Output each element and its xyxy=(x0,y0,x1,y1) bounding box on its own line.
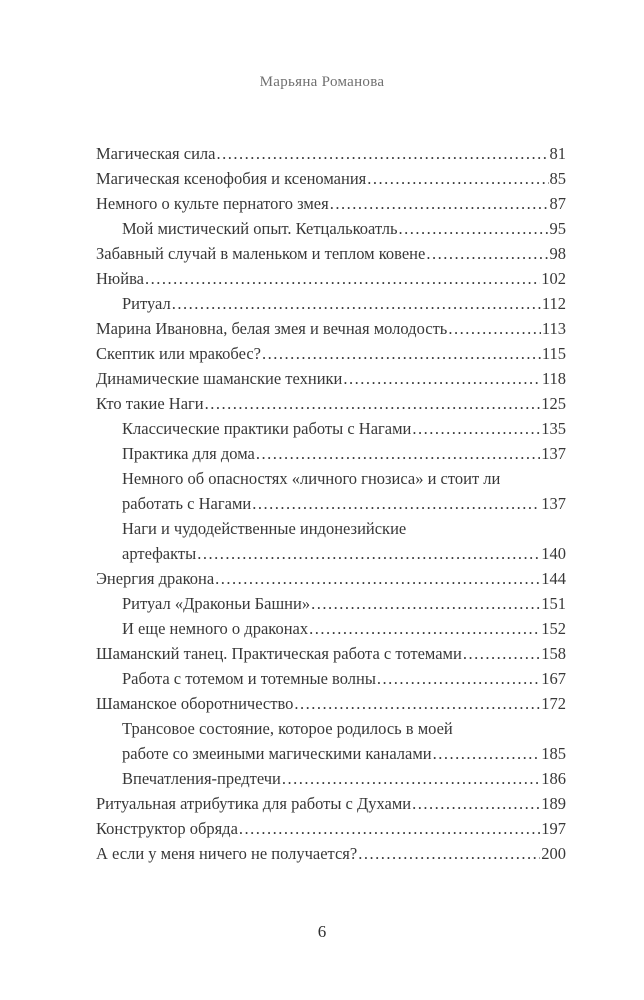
dot-leader xyxy=(330,191,549,216)
dot-leader xyxy=(463,641,540,666)
toc-entry-title: Кто такие Наги xyxy=(96,394,204,413)
toc-entry xyxy=(96,791,566,816)
toc-entry-title: работе со змеиными магическими каналами xyxy=(122,744,432,763)
toc-entry xyxy=(96,241,566,266)
toc-entry-title: Мой мистический опыт. Кетцалькоатль xyxy=(122,219,398,238)
toc-entry-line xyxy=(96,316,566,341)
toc-entry-page: 167 xyxy=(541,669,566,688)
toc-entry-line xyxy=(96,791,566,816)
toc-entry-line xyxy=(122,541,566,566)
toc-entry xyxy=(96,266,566,291)
toc-entry-title: Немного об опасностях «личного гнозиса» и стоит ли xyxy=(122,469,501,488)
dot-leader xyxy=(282,766,540,791)
toc-entry xyxy=(96,466,566,516)
toc-entry xyxy=(96,641,566,666)
toc-entry-line xyxy=(122,741,566,766)
dot-leader xyxy=(145,266,540,291)
toc-entry-line xyxy=(122,466,566,491)
toc-entry-line xyxy=(96,841,566,866)
toc-entry-line xyxy=(96,566,566,591)
table-of-contents xyxy=(96,141,566,866)
dot-leader xyxy=(216,141,548,166)
toc-entry xyxy=(96,316,566,341)
toc-entry-line xyxy=(122,491,566,516)
dot-leader xyxy=(252,491,540,516)
toc-entry-title: Наги и чудодейственные индонезийские xyxy=(122,519,407,538)
toc-entry-title: Впечатления-предтечи xyxy=(122,769,281,788)
toc-entry-title: Магическая сила xyxy=(96,144,216,163)
toc-entry xyxy=(96,766,566,791)
toc-entry xyxy=(96,566,566,591)
toc-entry-line xyxy=(122,716,566,741)
toc-entry-page: 102 xyxy=(541,269,566,288)
toc-entry-page: 185 xyxy=(541,744,566,763)
page-number: 6 xyxy=(317,922,327,941)
dot-leader xyxy=(448,316,541,341)
toc-entry-line xyxy=(96,166,566,191)
toc-entry-title: Энергия дракона xyxy=(96,569,215,588)
toc-entry-line xyxy=(122,291,566,316)
toc-entry-page: 186 xyxy=(541,769,566,788)
toc-entry-page: 81 xyxy=(549,144,566,163)
dot-leader xyxy=(412,416,540,441)
toc-entry-page: 113 xyxy=(541,319,566,338)
toc-entry-title: Немного о культе пернатого змея xyxy=(96,194,329,213)
toc-entry xyxy=(96,341,566,366)
toc-entry-line xyxy=(122,591,566,616)
toc-entry-line xyxy=(96,191,566,216)
toc-entry-title: Марина Ивановна, белая змея и вечная молодость xyxy=(96,319,448,338)
toc-entry-page: 112 xyxy=(541,294,566,313)
toc-entry-page: 137 xyxy=(541,444,566,463)
toc-entry-line xyxy=(96,366,566,391)
toc-entry xyxy=(96,841,566,866)
dot-leader xyxy=(215,566,540,591)
dot-leader xyxy=(433,741,541,766)
toc-entry-title: Магическая ксенофобия и ксеномания xyxy=(96,169,367,188)
dot-leader xyxy=(343,366,540,391)
toc-entry-page: 189 xyxy=(541,794,566,813)
toc-entry-line xyxy=(96,241,566,266)
toc-entry-page: 95 xyxy=(549,219,566,238)
toc-entry-line xyxy=(122,766,566,791)
toc-entry-page: 152 xyxy=(541,619,566,638)
toc-entry-page: 115 xyxy=(541,344,566,363)
toc-entry-title: Ритуал xyxy=(122,294,171,313)
toc-entry xyxy=(96,591,566,616)
toc-entry-title: Скептик или мракобес? xyxy=(96,344,261,363)
toc-entry xyxy=(96,141,566,166)
toc-entry-line xyxy=(96,816,566,841)
toc-entry-title: работать с Нагами xyxy=(122,494,252,513)
toc-entry xyxy=(96,516,566,566)
toc-entry xyxy=(96,441,566,466)
toc-entry-page: 172 xyxy=(541,694,566,713)
toc-entry xyxy=(96,366,566,391)
dot-leader xyxy=(262,341,541,366)
dot-leader xyxy=(294,691,540,716)
toc-entry xyxy=(96,716,566,766)
toc-entry-title: Конструктор обряда xyxy=(96,819,238,838)
dot-leader xyxy=(311,591,540,616)
toc-entry-line xyxy=(96,341,566,366)
toc-entry-page: 197 xyxy=(541,819,566,838)
toc-entry-title: Забавный случай в маленьком и теплом ковене xyxy=(96,244,426,263)
toc-entry-page: 98 xyxy=(549,244,566,263)
dot-leader xyxy=(205,391,541,416)
toc-entry-line xyxy=(122,216,566,241)
dot-leader xyxy=(412,791,540,816)
dot-leader xyxy=(239,816,540,841)
toc-entry-line xyxy=(122,616,566,641)
toc-entry-title: Ритуальная атрибутика для работы с Духами xyxy=(96,794,412,813)
dot-leader xyxy=(426,241,548,266)
toc-entry xyxy=(96,666,566,691)
toc-entry xyxy=(96,166,566,191)
toc-entry-line xyxy=(96,641,566,666)
toc-entry xyxy=(96,616,566,641)
toc-entry xyxy=(96,816,566,841)
toc-entry-page: 200 xyxy=(541,844,566,863)
toc-entry xyxy=(96,391,566,416)
toc-entry-title: Динамические шаманские техники xyxy=(96,369,343,388)
toc-entry xyxy=(96,216,566,241)
toc-entry-title: А если у меня ничего не получается? xyxy=(96,844,358,863)
toc-entry-page: 125 xyxy=(541,394,566,413)
author-header: Марьяна Романова xyxy=(259,74,385,90)
toc-entry xyxy=(96,191,566,216)
toc-entry-line xyxy=(122,441,566,466)
toc-entry-title: Трансовое состояние, которое родилось в моей xyxy=(122,719,453,738)
toc-entry-title: Работа с тотемом и тотемные волны xyxy=(122,669,376,688)
toc-entry-title: Шаманское оборотничество xyxy=(96,694,294,713)
toc-entry-title: Классические практики работы с Нагами xyxy=(122,419,412,438)
toc-entry-page: 158 xyxy=(541,644,566,663)
toc-entry xyxy=(96,416,566,441)
toc-entry-line xyxy=(122,416,566,441)
toc-entry-page: 135 xyxy=(541,419,566,438)
dot-leader xyxy=(309,616,540,641)
toc-entry-page: 151 xyxy=(541,594,566,613)
toc-entry-title: Практика для дома xyxy=(122,444,255,463)
toc-entry-line xyxy=(96,266,566,291)
toc-entry xyxy=(96,291,566,316)
dot-leader xyxy=(377,666,540,691)
toc-entry-page: 137 xyxy=(541,494,566,513)
dot-leader xyxy=(197,541,540,566)
toc-entry-page: 85 xyxy=(549,169,566,188)
dot-leader xyxy=(172,291,541,316)
toc-entry-page: 140 xyxy=(541,544,566,563)
toc-entry-line xyxy=(96,141,566,166)
dot-leader xyxy=(358,841,540,866)
toc-entry xyxy=(96,691,566,716)
toc-entry-page: 87 xyxy=(549,194,566,213)
dot-leader xyxy=(367,166,548,191)
toc-entry-title: Шаманский танец. Практическая работа с тотемами xyxy=(96,644,462,663)
toc-entry-line xyxy=(122,516,566,541)
toc-entry-page: 118 xyxy=(541,369,566,388)
toc-entry-page: 144 xyxy=(541,569,566,588)
toc-entry-title: Ритуал «Драконьи Башни» xyxy=(122,594,311,613)
toc-entry-title: Нюйва xyxy=(96,269,144,288)
toc-entry-line xyxy=(96,691,566,716)
toc-entry-title: артефакты xyxy=(122,544,197,563)
toc-entry-line xyxy=(122,666,566,691)
toc-entry-title: И еще немного о драконах xyxy=(122,619,309,638)
dot-leader xyxy=(399,216,549,241)
dot-leader xyxy=(256,441,540,466)
toc-entry-line xyxy=(96,391,566,416)
